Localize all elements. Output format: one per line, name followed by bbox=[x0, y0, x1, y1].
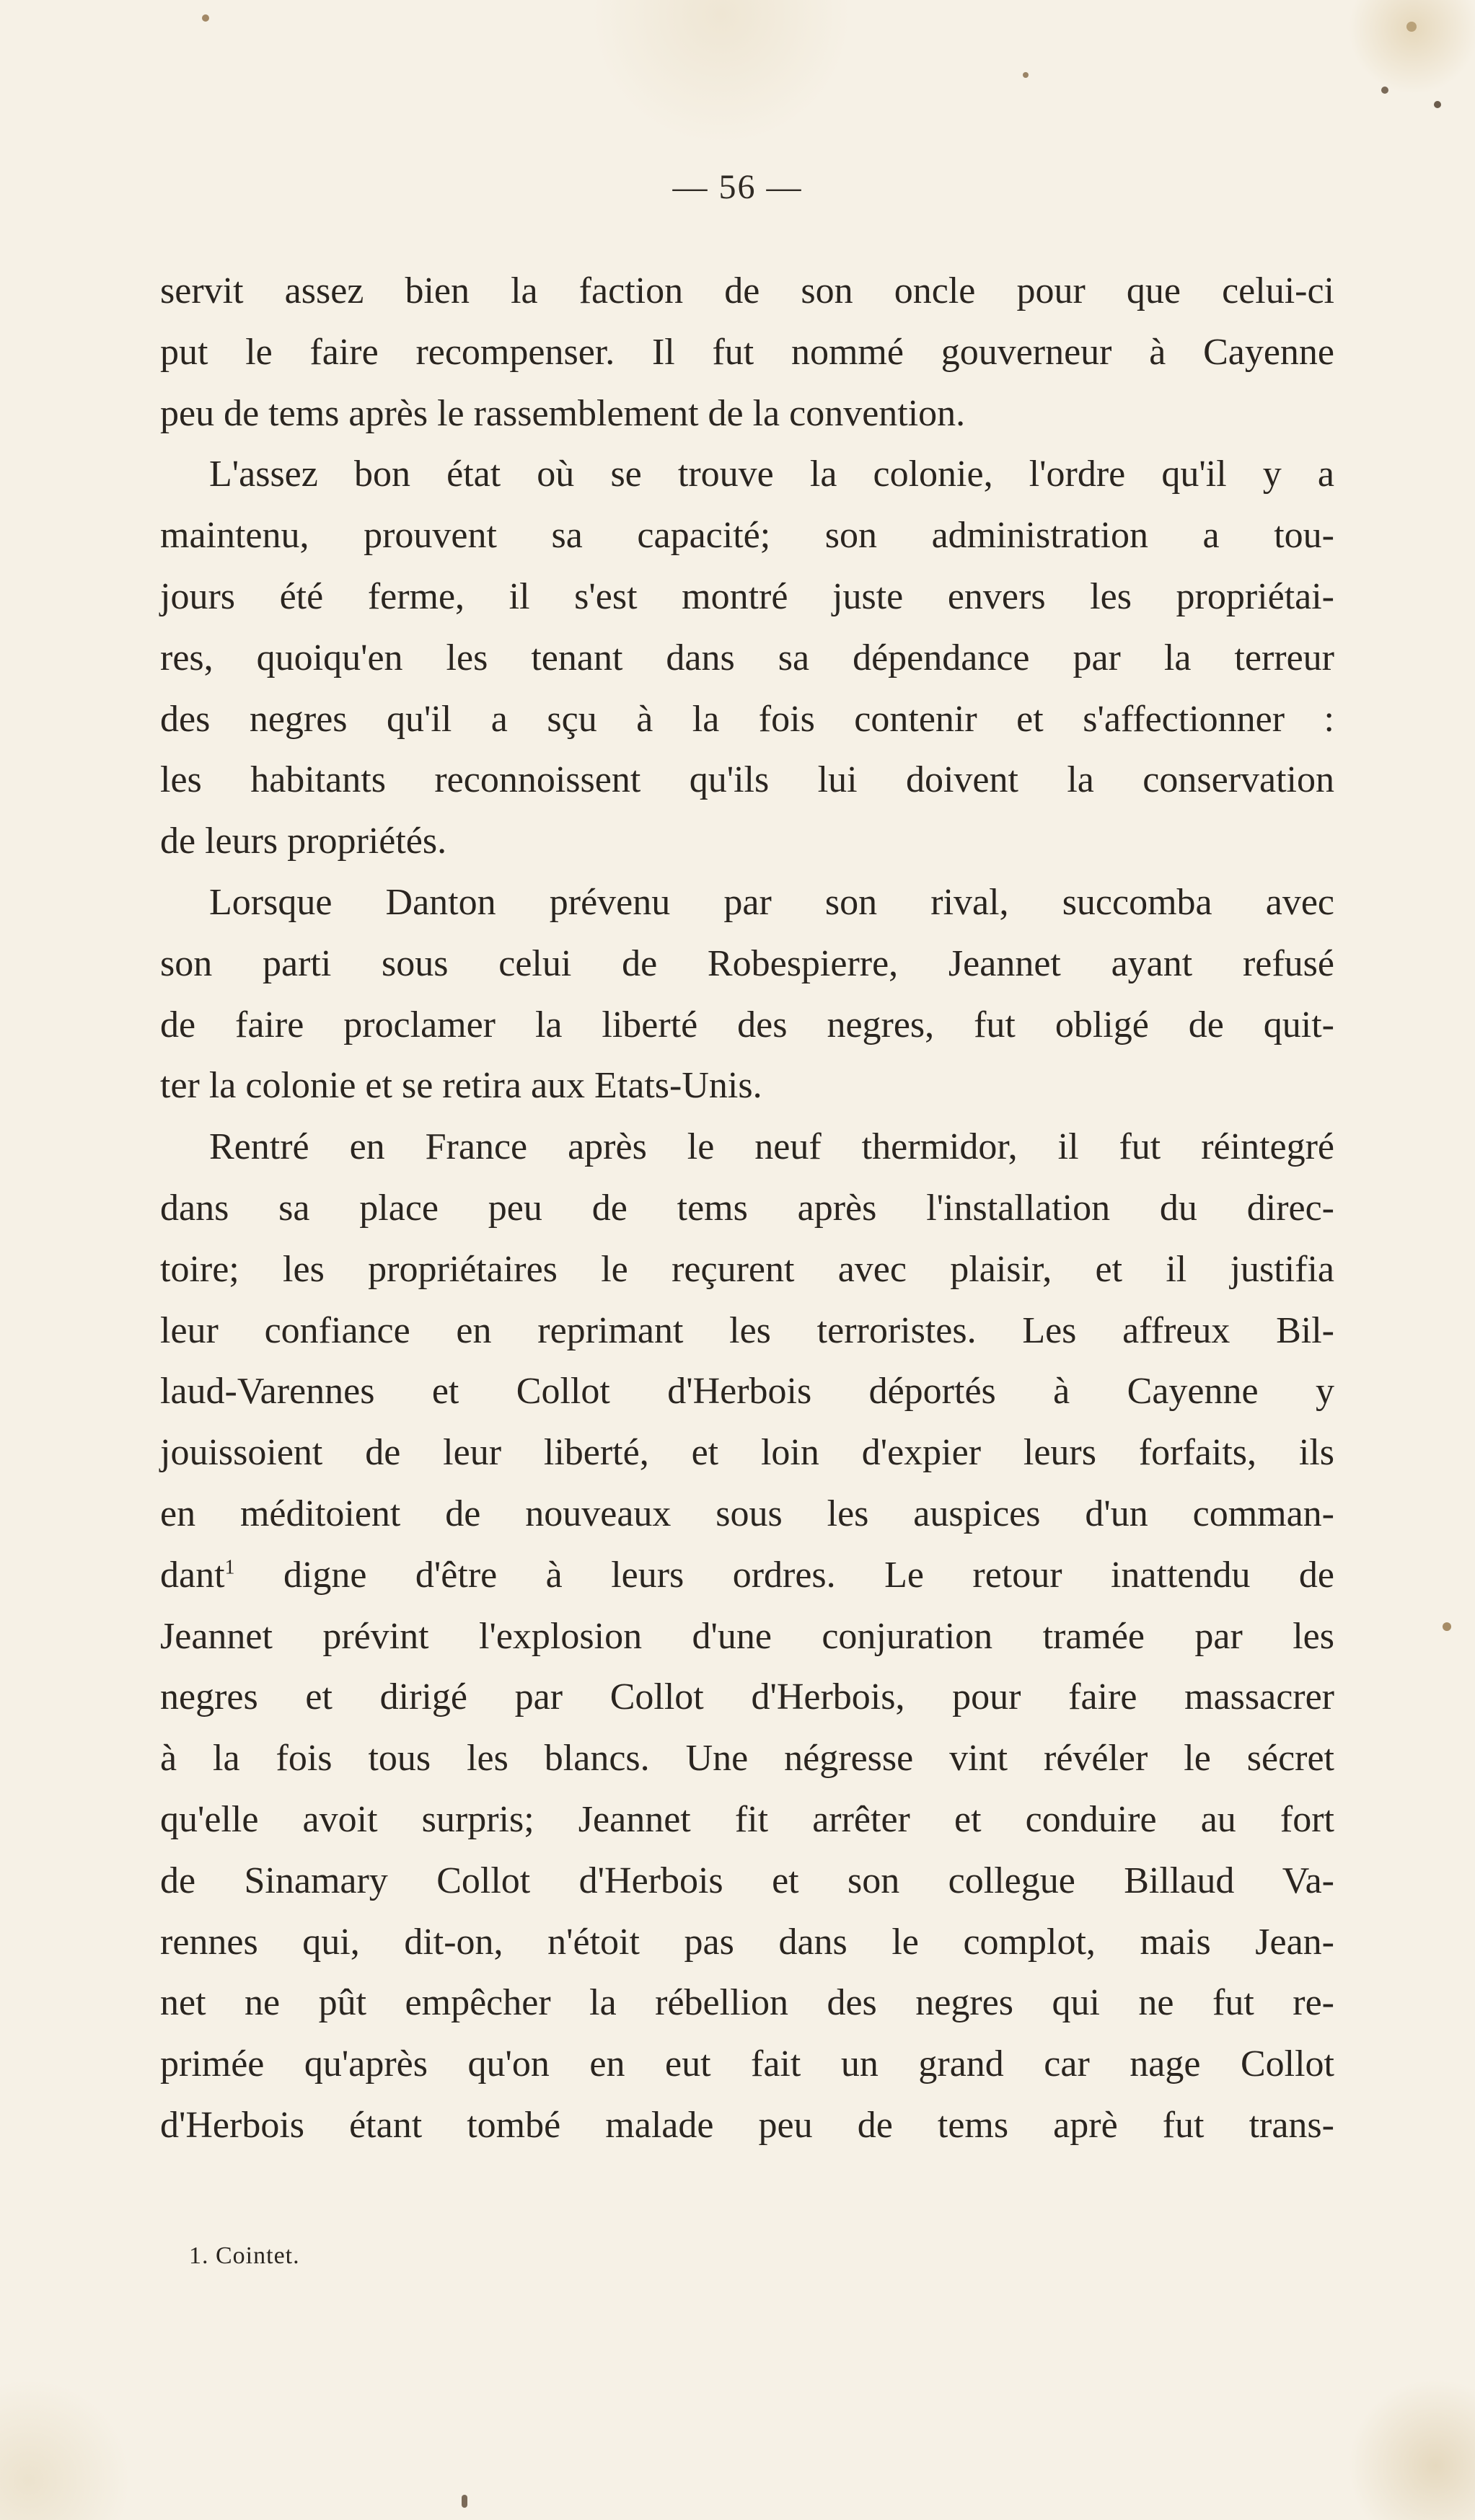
text-fragment: digne d'être à leurs ordres. Le retour inattendu de bbox=[234, 1554, 1334, 1596]
paper-speck bbox=[1023, 72, 1029, 78]
body-text bbox=[160, 261, 1334, 2157]
text-line: rennes qui, dit-on, n'étoit pas dans le complot, mais Jean- bbox=[160, 1921, 1334, 1963]
text-line: ter la colonie et se retira aux Etats-Unis. bbox=[160, 1065, 762, 1107]
text-line: les habitants reconnoissent qu'ils lui doivent la conservation bbox=[160, 759, 1334, 801]
text-line: res, quoiqu'en les tenant dans sa dépendance par la terreur bbox=[160, 637, 1334, 678]
text-line: jours été ferme, il s'est montré juste envers les propriétai- bbox=[160, 575, 1334, 617]
text-line: dans sa place peu de tems après l'installation du direc- bbox=[160, 1187, 1334, 1229]
paper-speck bbox=[1434, 101, 1441, 108]
text-line: put le faire recompenser. Il fut nommé gouverneur à Cayenne bbox=[160, 331, 1334, 373]
text-line: de leurs propriétés. bbox=[160, 821, 447, 862]
text-line: de faire proclamer la liberté des negres, fut obligé de quit- bbox=[160, 1004, 1334, 1045]
text-line: Jeannet prévint l'explosion d'une conjuration tramée par les bbox=[160, 1615, 1334, 1657]
paper-speck bbox=[202, 14, 209, 22]
text-line: à la fois tous les blancs. Une négresse vint révéler le sécret bbox=[160, 1738, 1334, 1780]
text-line: toire; les propriétaires le reçurent avec plaisir, et il justifia bbox=[160, 1248, 1334, 1290]
text-line: Rentré en France après le neuf thermidor, il fut réintegré bbox=[209, 1126, 1334, 1168]
text-line: d'Herbois étant tombé malade peu de tems aprè fut trans- bbox=[160, 2104, 1334, 2146]
text-line: negres et dirigé par Collot d'Herbois, pour faire massacrer bbox=[160, 1676, 1334, 1718]
paper-speck bbox=[462, 2495, 467, 2508]
text-fragment: dant bbox=[160, 1554, 225, 1596]
text-line-with-note bbox=[160, 1545, 1334, 1606]
paper-speck bbox=[1443, 1622, 1451, 1631]
text-line: peu de tems après le rassemblement de la convention. bbox=[160, 392, 966, 434]
text-line: leur confiance en reprimant les terroristes. Les affreux Bil- bbox=[160, 1309, 1334, 1351]
footnote: 1. Cointet. bbox=[189, 2242, 300, 2269]
text-line: qu'elle avoit surpris; Jeannet fit arrêter et conduire au fort bbox=[160, 1798, 1334, 1840]
page-number-header: — 56 — bbox=[672, 168, 803, 206]
paper-speck bbox=[1381, 87, 1388, 94]
text-line: son parti sous celui de Robespierre, Jeannet ayant refusé bbox=[160, 942, 1334, 984]
text-line: jouissoient de leur liberté, et loin d'expier leurs forfaits, ils bbox=[160, 1432, 1334, 1474]
text-line: de Sinamary Collot d'Herbois et son collegue Billaud Va- bbox=[160, 1860, 1334, 1901]
text-line: L'assez bon état où se trouve la colonie, l'ordre qu'il y a bbox=[209, 454, 1334, 495]
text-line: primée qu'après qu'on en eut fait un grand car nage Collot bbox=[160, 2043, 1334, 2085]
footnote-reference: 1 bbox=[224, 1556, 235, 1579]
text-line: Lorsque Danton prévenu par son rival, succomba avec bbox=[209, 881, 1334, 923]
paper-speck bbox=[1406, 22, 1417, 32]
text-line: en méditoient de nouveaux sous les auspices d'un comman- bbox=[160, 1493, 1334, 1534]
text-line: laud-Varennes et Collot d'Herbois déportés à Cayenne y bbox=[160, 1371, 1334, 1412]
text-line: servit assez bien la faction de son oncle pour que celui-ci bbox=[160, 270, 1334, 311]
text-line: des negres qu'il a sçu à la fois contenir et s'affectionner : bbox=[160, 698, 1334, 740]
text-line: net ne pût empêcher la rébellion des negres qui ne fut re- bbox=[160, 1982, 1334, 2024]
text-line: maintenu, prouvent sa capacité; son administration a tou- bbox=[160, 515, 1334, 557]
